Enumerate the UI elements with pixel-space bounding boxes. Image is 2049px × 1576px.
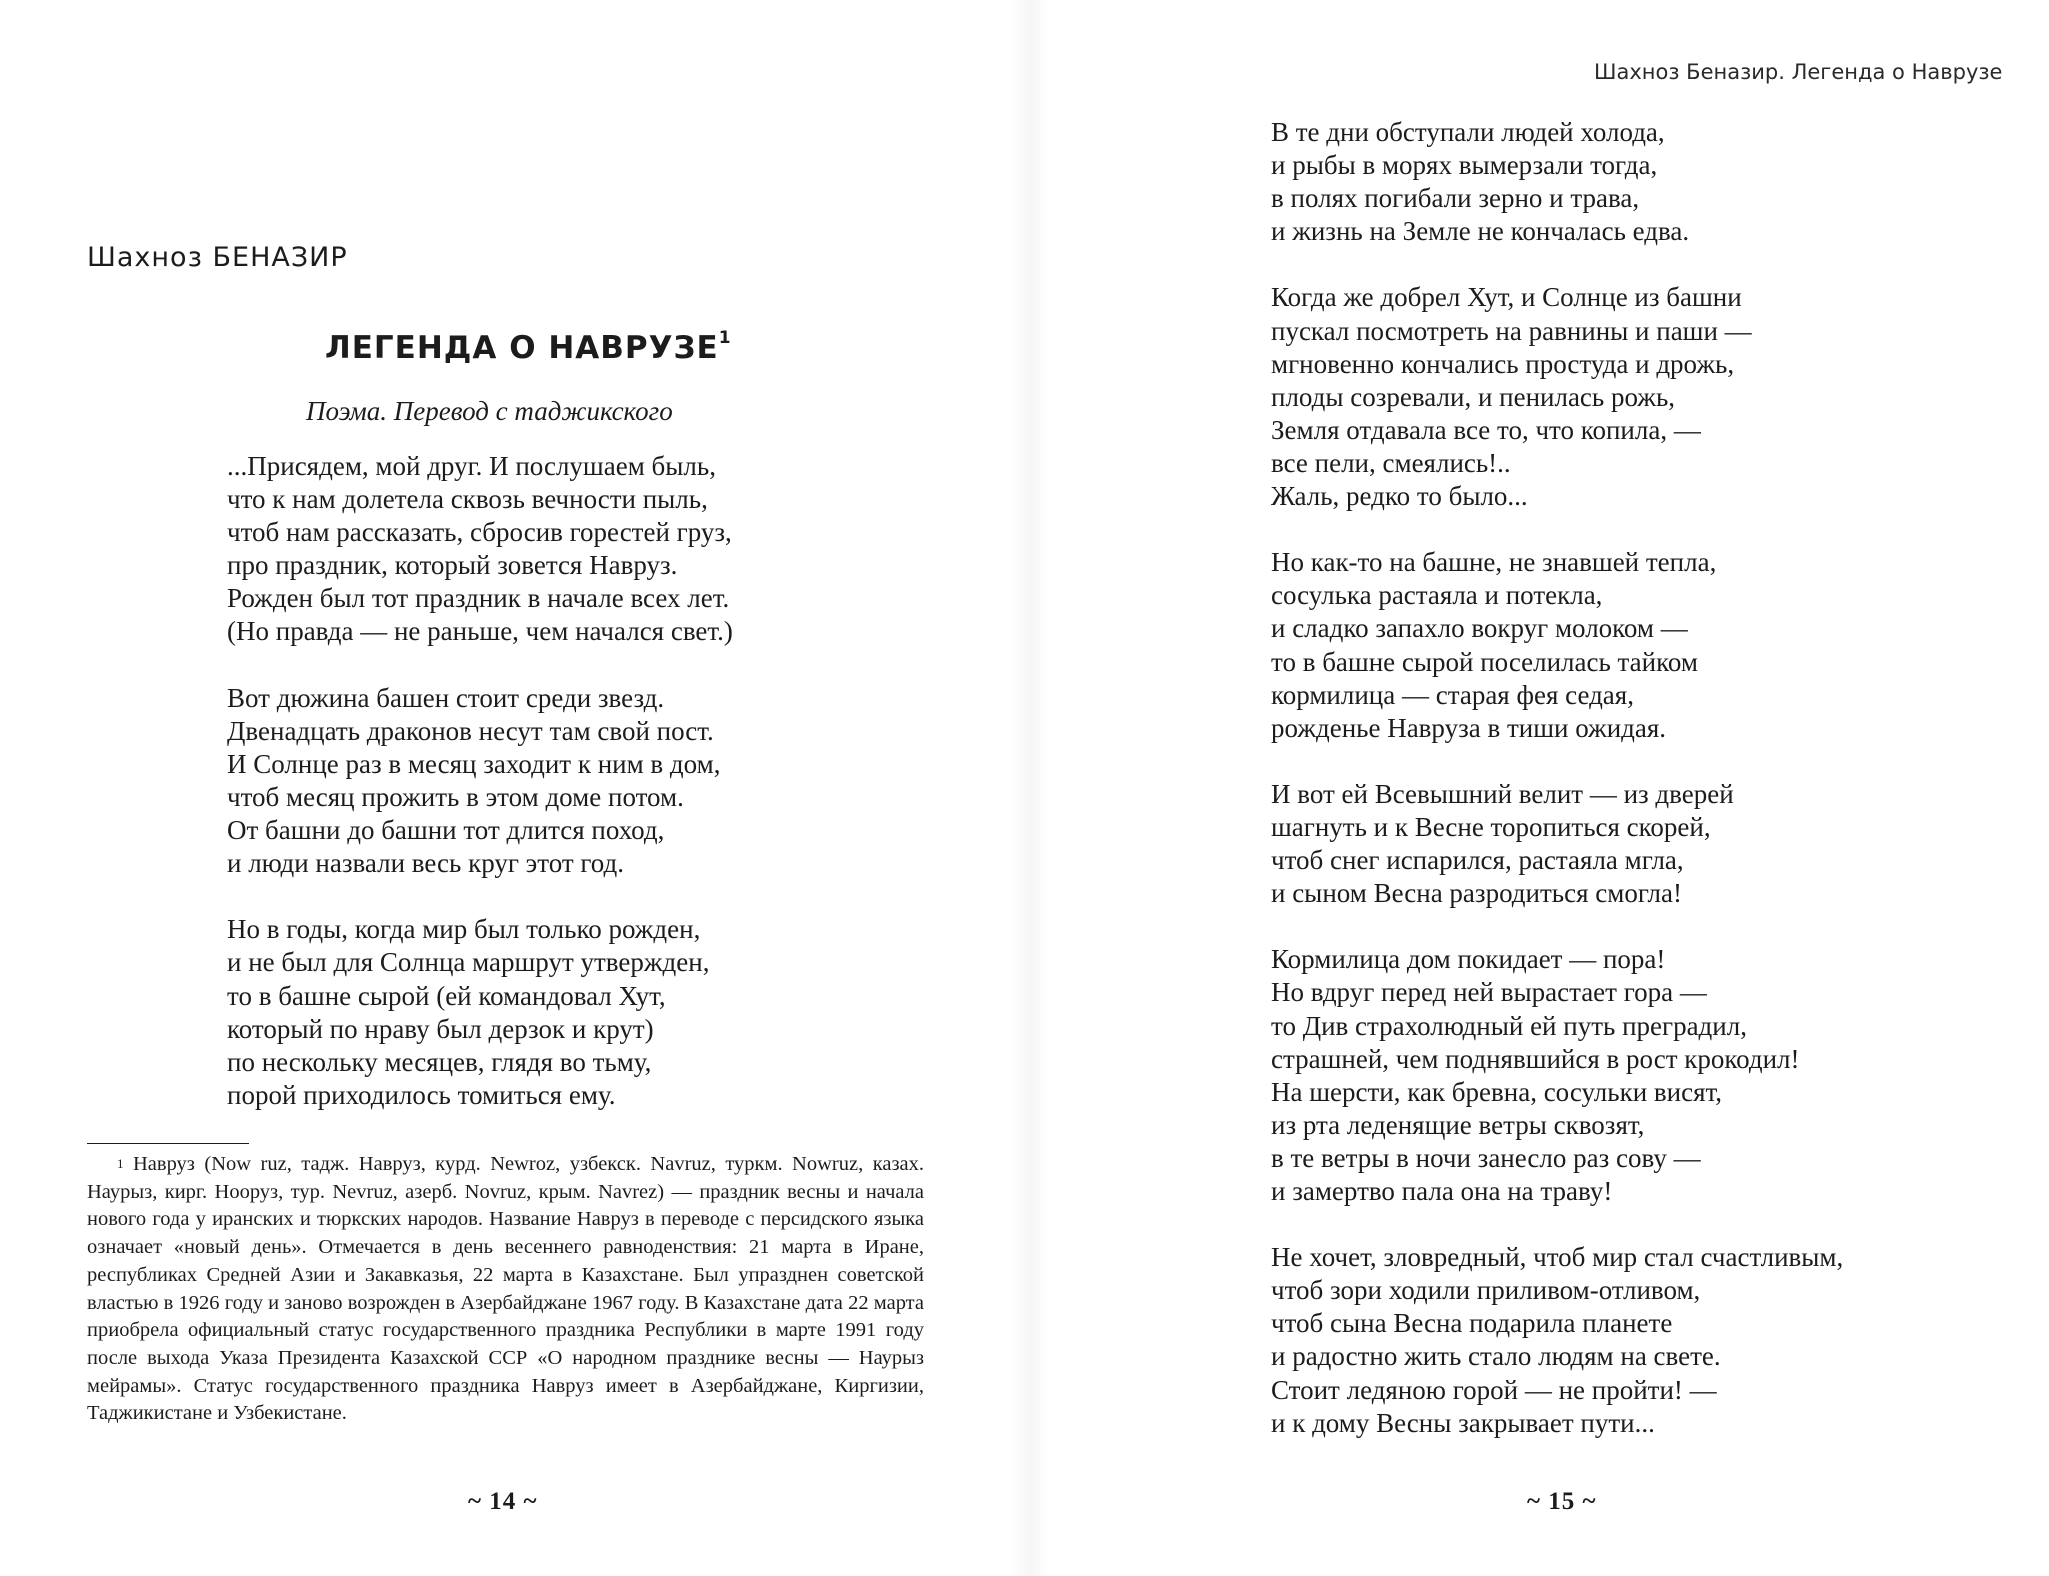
verse-line: то в башне сырой поселилась тайком <box>1271 646 1698 677</box>
page-number-left: ~ 14 ~ <box>468 1488 538 1515</box>
verse-line: то в башне сырой (ей командовал Хут, <box>227 980 666 1011</box>
verse-line: и сыном Весна разродиться смогла! <box>1271 878 1682 909</box>
verse-line: который по нраву был дерзок и крут) <box>227 1013 654 1044</box>
verse-line: что к нам долетела сквозь вечности пыль, <box>227 484 708 515</box>
footnote-mark: 1 <box>117 1156 124 1171</box>
verse-line: Жаль, редко то было... <box>1271 481 1528 512</box>
verse-line: рожденье Навруза в тиши ожидая. <box>1271 712 1667 743</box>
stanza-break <box>227 880 733 913</box>
verse-line: чтоб зори ходили приливом-отливом, <box>1271 1275 1701 1306</box>
stanza-break <box>227 649 733 682</box>
verse-line: Но вдруг перед ней вырастает гора — <box>1271 977 1707 1008</box>
verse-line: чтоб снег испарился, растаяла мгла, <box>1271 845 1684 876</box>
verse-line: Кормилица дом покидает — пора! <box>1271 944 1666 975</box>
verse-line: На шерсти, как бревна, сосульки висят, <box>1271 1076 1723 1107</box>
running-head: Шахноз Беназир. Легенда о Наврузе <box>1594 60 2003 84</box>
verse-line: и радостно жить стало людям на свете. <box>1271 1341 1721 1372</box>
author-name: Шахноз БЕНАЗИР <box>87 242 348 273</box>
verse-line: От башни до башни тот длится поход, <box>227 815 665 846</box>
verse-line: кормилица — старая фея седая, <box>1271 679 1634 710</box>
title-footnote-mark: 1 <box>718 328 731 348</box>
verse-line: чтоб нам рассказать, сбросив горестей груз, <box>227 517 732 548</box>
verse-line: Стоит ледяною горой — не пройти! — <box>1271 1374 1717 1405</box>
verse-line: Земля отдавала все то, что копила, — <box>1271 414 1701 445</box>
verse-line: Вот дюжина башен стоит среди звезд. <box>227 682 665 713</box>
verse-line: то Див страхолюдный ей путь преградил, <box>1271 1010 1747 1041</box>
right-page <box>1024 0 2049 1576</box>
stanza-break <box>1271 513 1843 546</box>
left-page <box>0 0 1024 1576</box>
stanza-break <box>1271 1208 1843 1241</box>
verse-line: и люди назвали весь круг этот год. <box>227 848 625 879</box>
poem-title <box>325 330 731 366</box>
verse-line: Когда же добрел Хут, и Солнце из башни <box>1271 282 1742 313</box>
verse-line: все пели, смеялись!.. <box>1271 447 1511 478</box>
verse-line: В те дни обступали людей холода, <box>1271 117 1665 147</box>
verse-line: и замертво пала она на траву! <box>1271 1176 1613 1206</box>
verse-line: Но в годы, когда мир был только рожден, <box>227 914 701 945</box>
verse-line: и не был для Солнца маршрут утвержден, <box>227 947 710 978</box>
footnote-rule <box>87 1143 249 1144</box>
poem-subtitle: Поэма. Перевод с таджикского <box>306 396 673 426</box>
verse-line: порой приходилось томиться ему. <box>227 1079 616 1110</box>
verse-block-right <box>1271 116 1843 1440</box>
verse-line: сосулька растаяла и потекла, <box>1271 580 1603 611</box>
verse-line: чтоб месяц прожить в этом доме потом. <box>227 781 684 812</box>
verse-block-left <box>227 450 733 1112</box>
verse-line: по нескольку месяцев, глядя во тьму, <box>227 1046 652 1077</box>
stanza-break <box>1271 248 1843 281</box>
verse-line: плоды созревали, и пенилась рожь, <box>1271 381 1676 412</box>
verse-line: и рыбы в морях вымерзали тогда, <box>1271 150 1658 181</box>
stanza-break <box>1271 910 1843 943</box>
verse-line: в полях погибали зерно и трава, <box>1271 183 1640 214</box>
verse-line: пускал посмотреть на равнины и паши — <box>1271 315 1752 346</box>
verse-line: Рожден был тот праздник в начале всех лет. <box>227 583 730 614</box>
verse-line: Двенадцать драконов несут там свой пост. <box>227 715 714 746</box>
verse-line: чтоб сына Весна подарила планете <box>1271 1308 1673 1339</box>
verse-line: Но как-то на башне, не знавшей тепла, <box>1271 547 1717 578</box>
verse-line: и жизнь на Земле не кончалась едва. <box>1271 216 1690 247</box>
verse-line: мгновенно кончались простуда и дрожь, <box>1271 348 1735 379</box>
verse-line: И Солнце раз в месяц заходит к ним в дом, <box>227 748 721 779</box>
page-number-right: ~ 15 ~ <box>1527 1488 1597 1515</box>
stanza-break <box>1271 745 1843 778</box>
verse-line: и сладко запахло вокруг молоком — <box>1271 613 1688 644</box>
footnote-text: Навруз (Now ruz, тадж. Навруз, курд. Newroz, узбекск. Navruz, туркм. Nowruz, казах. Наурыз, кирг. Нооруз, тур. Nevruz, азерб. Novruz, крым. Navrez) — праздник весны и начала нового года у иранских и тюркских народов. Название Навруз в переводе с персидского языка означает «новый день». Отмечается в день весеннего равноденствия: 21 марта в Иране, республиках Средней Азии и Закавказья, 22 марта в Казахстане. Был упразднен советской властью в 1926 году и заново возрожден в Азербайджане 1967 году. В Казахстане дата 22 марта приобрела официальный статус государственного праздника Республики в марте 1991 году после выхода Указа Президента Казахской ССР «О народном празднике весны — Наурыз мейрамы». Статус государственного праздника Навруз имеет в Азербайджане, Киргизии, Таджикистане и Узбекистане. <box>87 1153 925 1425</box>
verse-line: шагнуть и к Весне торопиться скорей, <box>1271 811 1711 842</box>
footnote <box>87 1151 924 1428</box>
verse-line: в те ветры в ночи занесло раз сову — <box>1271 1142 1701 1173</box>
verse-line: и к дому Весны закрывает пути... <box>1271 1407 1655 1438</box>
verse-line: (Но правда — не раньше, чем начался свет.) <box>227 616 733 647</box>
verse-line: И вот ей Всевышний велит — из дверей <box>1271 778 1734 809</box>
verse-line: про праздник, который зовется Навруз. <box>227 550 678 581</box>
verse-line: ...Присядем, мой друг. И послушаем быль, <box>227 451 716 481</box>
poem-title-text: ЛЕГЕНДА О НАВРУЗЕ <box>325 330 719 366</box>
verse-line: из рта леденящие ветры сквозят, <box>1271 1109 1645 1140</box>
verse-line: страшней, чем поднявшийся в рост крокодил! <box>1271 1043 1800 1074</box>
verse-line: Не хочет, зловредный, чтоб мир стал счастливым, <box>1271 1242 1844 1273</box>
